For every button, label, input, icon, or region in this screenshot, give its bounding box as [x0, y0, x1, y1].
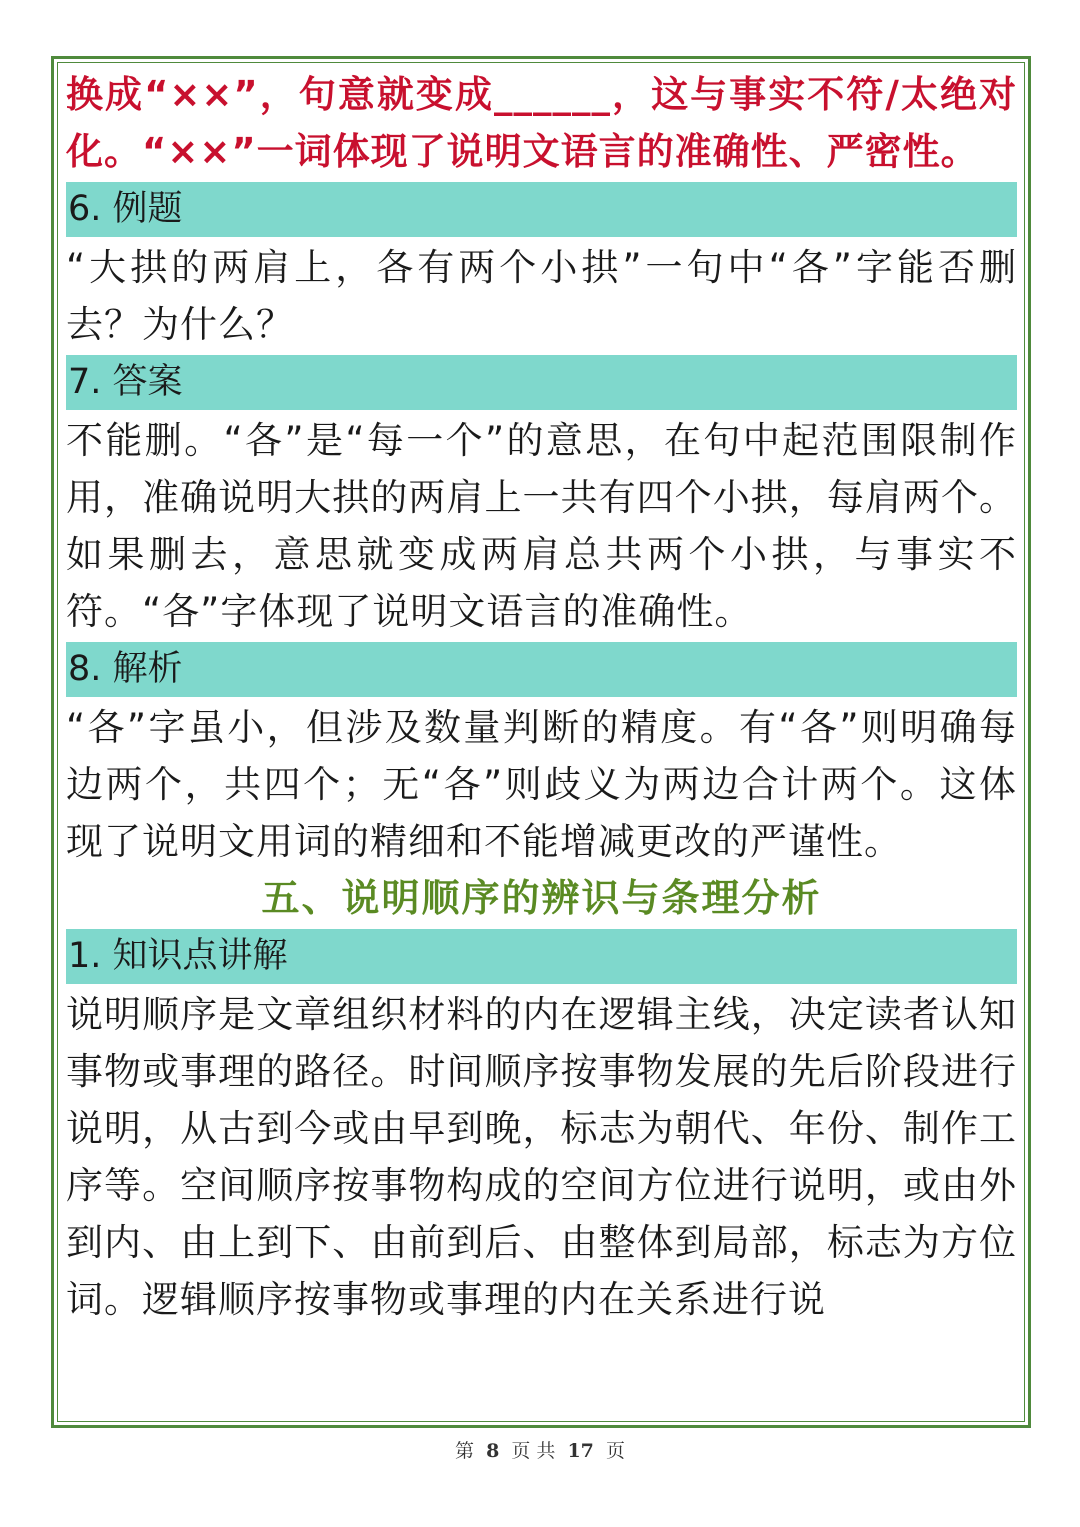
section-title: 五、说明顺序的辨识与条理分析	[261, 876, 822, 920]
analysis-text: “各”字虽小，但涉及数量判断的精度。有“各”则明确每边两个，共四个；无“各”则歧义为两边合计两个。这体现了说明文用词的精细和不能增减更改的严谨性。	[66, 706, 1017, 863]
block-knowledge	[66, 929, 1017, 1328]
heading-analysis: 8. 解析	[66, 642, 1017, 697]
footer-suffix: 页	[605, 1440, 625, 1462]
footer-prefix: 第	[455, 1440, 475, 1462]
heading-answer: 7. 答案	[66, 355, 1017, 410]
answer-text: 不能删。“各”是“每一个”的意思，在句中起范围限制作用，准确说明大拱的两肩上一共有四个小拱，每肩两个。如果删去，意思就变成两肩总共两个小拱，与事实不符。“各”字体现了说明文语言的准确性。	[66, 419, 1017, 633]
block-example	[66, 182, 1017, 353]
footer-page-number: 8	[486, 1440, 500, 1462]
page-content	[66, 66, 1017, 1328]
block-answer	[66, 355, 1017, 640]
intro-paragraph: 换成“××”，句意就变成______，这与事实不符/太绝对化。“××”一词体现了说明文语言的准确性、严密性。	[66, 73, 1017, 173]
footer-middle: 页 共	[511, 1440, 556, 1462]
knowledge-text: 说明顺序是文章组织材料的内在逻辑主线，决定读者认知事物或事理的路径。时间顺序按事物发展的先后阶段进行说明，从古到今或由早到晚，标志为朝代、年份、制作工序等。空间顺序按事物构成的空间方位进行说明，或由外到内、由上到下、由前到后、由整体到局部，标志为方位词。逻辑顺序按事物或事理的内在关系进行说	[66, 993, 1017, 1321]
example-text: “大拱的两肩上，各有两个小拱”一句中“各”字能否删去？为什么？	[66, 246, 1017, 346]
heading-knowledge: 1. 知识点讲解	[66, 929, 1017, 984]
footer-total-pages: 17	[567, 1440, 594, 1462]
block-analysis	[66, 642, 1017, 870]
heading-example: 6. 例题	[66, 182, 1017, 237]
page-footer	[0, 1436, 1080, 1463]
